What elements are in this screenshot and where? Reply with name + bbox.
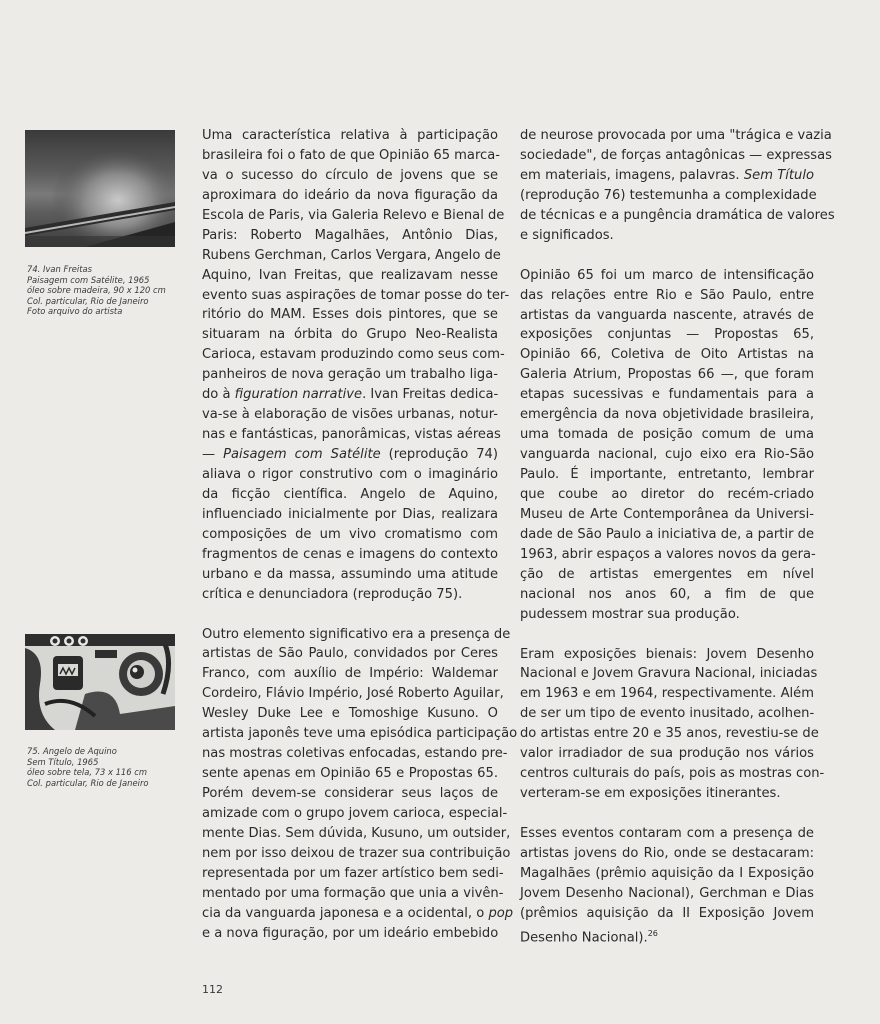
text-line: uma tomada de posição comum de uma (520, 427, 814, 443)
text-line: Museu de Arte Contemporânea da Universi- (520, 506, 814, 522)
figure-75-image (25, 634, 175, 730)
text-line: do artistas entre 20 e 35 anos, revestiu-se de (520, 726, 819, 742)
text-line: fragmentos de cenas e imagens do contexto (202, 546, 498, 562)
text-line: (prêmios aquisição da II Exposição Jovem (520, 905, 814, 921)
caption-line: 74. Ivan Freitas (27, 264, 93, 274)
text-line: Carioca, estavam produzindo como seus com- (202, 347, 505, 363)
satellite-landscape-painting (25, 130, 175, 247)
text-line: nas e fantásticas, panorâmicas, vistas aéreas (202, 427, 501, 443)
text-line: nas mostras coletivas enfocadas, estando pre- (202, 746, 508, 762)
text-line: Escola de Paris, via Galeria Relevo e Bienal de (202, 207, 505, 223)
text-line: (reprodução 76) testemunha a complexidade (520, 187, 817, 203)
text-line: da ficção científica. Angelo de Aquino, (202, 486, 498, 502)
text-line: 1963, abrir espaços a valores novos da gera- (520, 546, 816, 562)
text-line: Magalhães (prêmio aquisição da I Exposição (520, 865, 814, 881)
text-line: sente apenas em Opinião 65 e Propostas 65. (202, 766, 498, 782)
text-line: centros culturais do país, pois as mostras con- (520, 766, 825, 782)
text-column-left (202, 126, 518, 944)
text-line: nacional nos anos 60, a fim de que (520, 586, 814, 602)
caption-line: Foto arquivo do artista (27, 306, 123, 317)
text-line: Opinião 66, Coletiva de Oito Artistas na (520, 347, 814, 363)
text-line: Porém devem-se considerar seus laços de (202, 786, 498, 801)
caption-line: 75. Angelo de Aquino (27, 746, 117, 756)
text-line: artistas jovens do Rio, onde se destacaram: (520, 845, 814, 861)
text-line: Wesley Duke Lee e Tomoshige Kusuno. O (202, 706, 498, 722)
text-line: composições de um vivo cromatismo com (202, 526, 498, 542)
text-line: artistas da vanguarda nascente, através de (520, 307, 814, 323)
text-line: brasileira foi o fato de que Opinião 65 marca- (202, 147, 501, 163)
text-line: mente Dias. Sem dúvida, Kusuno, um outsider, (202, 825, 511, 841)
figure-74-caption (27, 264, 187, 317)
text-line: e significados. (520, 227, 614, 243)
text-line: vanguarda nacional, cujo eixo era Rio-São (520, 447, 814, 463)
caption-line: Paisagem com Satélite, 1965 (27, 274, 150, 285)
text-line: em 1963 e em 1964, respectivamente. Além (520, 686, 814, 702)
text-line: crítica e denunciadora (reprodução 75). (202, 586, 463, 602)
text-line: Jovem Desenho Nacional), Gerchman e Dias (520, 885, 814, 901)
caption-line: Col. particular, Rio de Janeiro (27, 295, 149, 306)
text-line: Desenho Nacional).$^{26}$ (520, 928, 658, 946)
text-line: Uma característica relativa à participação (202, 128, 498, 143)
italic-title: figuration narrative (234, 387, 363, 403)
text-line: Nacional e Jovem Gravura Nacional, iniciadas (520, 666, 818, 682)
text-line: etapas sucessivas e fundamentais para a (520, 387, 814, 403)
text-line: que coube ao diretor do recém-criado (520, 486, 814, 502)
text-line: pudessem mostrar sua produção. (520, 606, 740, 622)
text-line: Franco, com auxílio de Império: Waldemar (202, 666, 498, 682)
italic-title: pop (488, 905, 514, 921)
text-line: de neurose provocada por uma "trágica e vazia (520, 128, 832, 143)
text-line: Eram exposições bienais: Jovem Desenho (520, 646, 814, 662)
text-line: aproximara do ideário da nova figuração da (202, 187, 498, 203)
caption-line: Sem Título, 1965 (27, 756, 99, 767)
page-number: 112 (202, 983, 223, 996)
caption-line: óleo sobre madeira, 90 x 120 cm (27, 285, 166, 296)
text-line: Cordeiro, Flávio Império, José Roberto Aguilar, (202, 686, 504, 702)
text-line: Paris: Roberto Magalhães, Antônio Dias, (202, 227, 498, 243)
text-line: emergência da nova objetividade brasileira, (520, 407, 814, 423)
text-line: artistas de São Paulo, convidados por Ceres (202, 646, 498, 662)
text-line: verteram-se em exposições itinerantes. (520, 786, 781, 802)
text-line: — Paisagem com Satélite (reprodução 74) (202, 447, 498, 462)
text-line: mentado por uma formação que unia a vivên- (202, 885, 504, 901)
text-line: Aquino, Ivan Freitas, que realizavam nesse (202, 267, 498, 283)
text-line: e a nova figuração, por um ideário embebido (202, 925, 499, 941)
caption-line: Col. particular, Rio de Janeiro (27, 777, 149, 788)
figure-75-caption (27, 746, 187, 788)
footnote-ref: 26 (647, 928, 658, 938)
text-line: de ser um tipo de evento inusitado, acolhen- (520, 706, 815, 722)
text-line: nem por isso deixou de trazer sua contribuição (202, 845, 511, 861)
paragraph (520, 266, 814, 625)
text-line: ritório do MAM. Esses dois pintores, que se (202, 307, 498, 323)
italic-title: Paisagem com Satélite (223, 447, 381, 462)
italic-title: Sem Título (743, 167, 814, 183)
paragraph (520, 824, 814, 944)
text-line: exposições conjuntas — Propostas 65, (520, 327, 814, 343)
text-line: Esses eventos contaram com a presença de (520, 826, 814, 841)
text-line: amizade com o grupo jovem carioca, especial- (202, 805, 508, 821)
text-line: sociedade", de forças antagônicas — expressas (520, 147, 832, 163)
text-line: em materiais, imagens, palavras. Sem Título (520, 167, 814, 183)
text-line: va o sucesso do círculo de jovens que se (202, 167, 498, 183)
caption-line: óleo sobre tela, 73 x 116 cm (27, 767, 148, 778)
text-line: representada por um fazer artístico bem sedi- (202, 865, 504, 881)
text-line: va-se à elaboração de visões urbanas, notur- (202, 407, 498, 423)
abstract-painting (25, 634, 175, 730)
text-line: situaram na órbita do Grupo Neo-Realista (202, 327, 498, 343)
text-line: evento suas aspirações de tomar posse do ter- (202, 287, 510, 303)
text-line: aliava o rigor construtivo com o imaginário (202, 466, 498, 482)
text-line: das relações entre Rio e São Paulo, entre (520, 287, 814, 303)
text-line: de técnicas e a pungência dramática de valores (520, 207, 835, 223)
figure-74-image (25, 130, 175, 247)
text-line: influenciado inicialmente por Dias, realizara (202, 506, 498, 522)
text-line: Opinião 65 foi um marco de intensificação (520, 267, 814, 283)
text-line: urbano e da massa, assumindo uma atitude (202, 566, 498, 582)
text-line: ção de artistas emergentes em nível (520, 566, 814, 582)
paragraph (202, 625, 518, 944)
paragraph (202, 126, 510, 605)
paragraph (520, 126, 835, 246)
text-line: Paulo. É importante, entretanto, lembrar (520, 467, 814, 482)
text-line: Galeria Atrium, Propostas 66 —, que foram (520, 367, 814, 383)
text-line: cia da vanguarda japonesa e a ocidental, o pop (202, 905, 514, 921)
text-line: artista japonês teve uma episódica participação (202, 726, 518, 742)
text-line: Rubens Gerchman, Carlos Vergara, Angelo de (202, 247, 501, 263)
text-line: Outro elemento significativo era a presença de (202, 626, 511, 642)
text-column-right (520, 126, 835, 946)
paragraph (520, 645, 825, 805)
text-line: valor irradiador de sua produção nos vários (520, 746, 814, 762)
text-line: dade de São Paulo a iniciativa de, a partir de (520, 526, 814, 542)
text-line: panheiros de nova geração um trabalho liga- (202, 367, 498, 383)
text-line: do à figuration narrative. Ivan Freitas dedica- (202, 387, 499, 403)
